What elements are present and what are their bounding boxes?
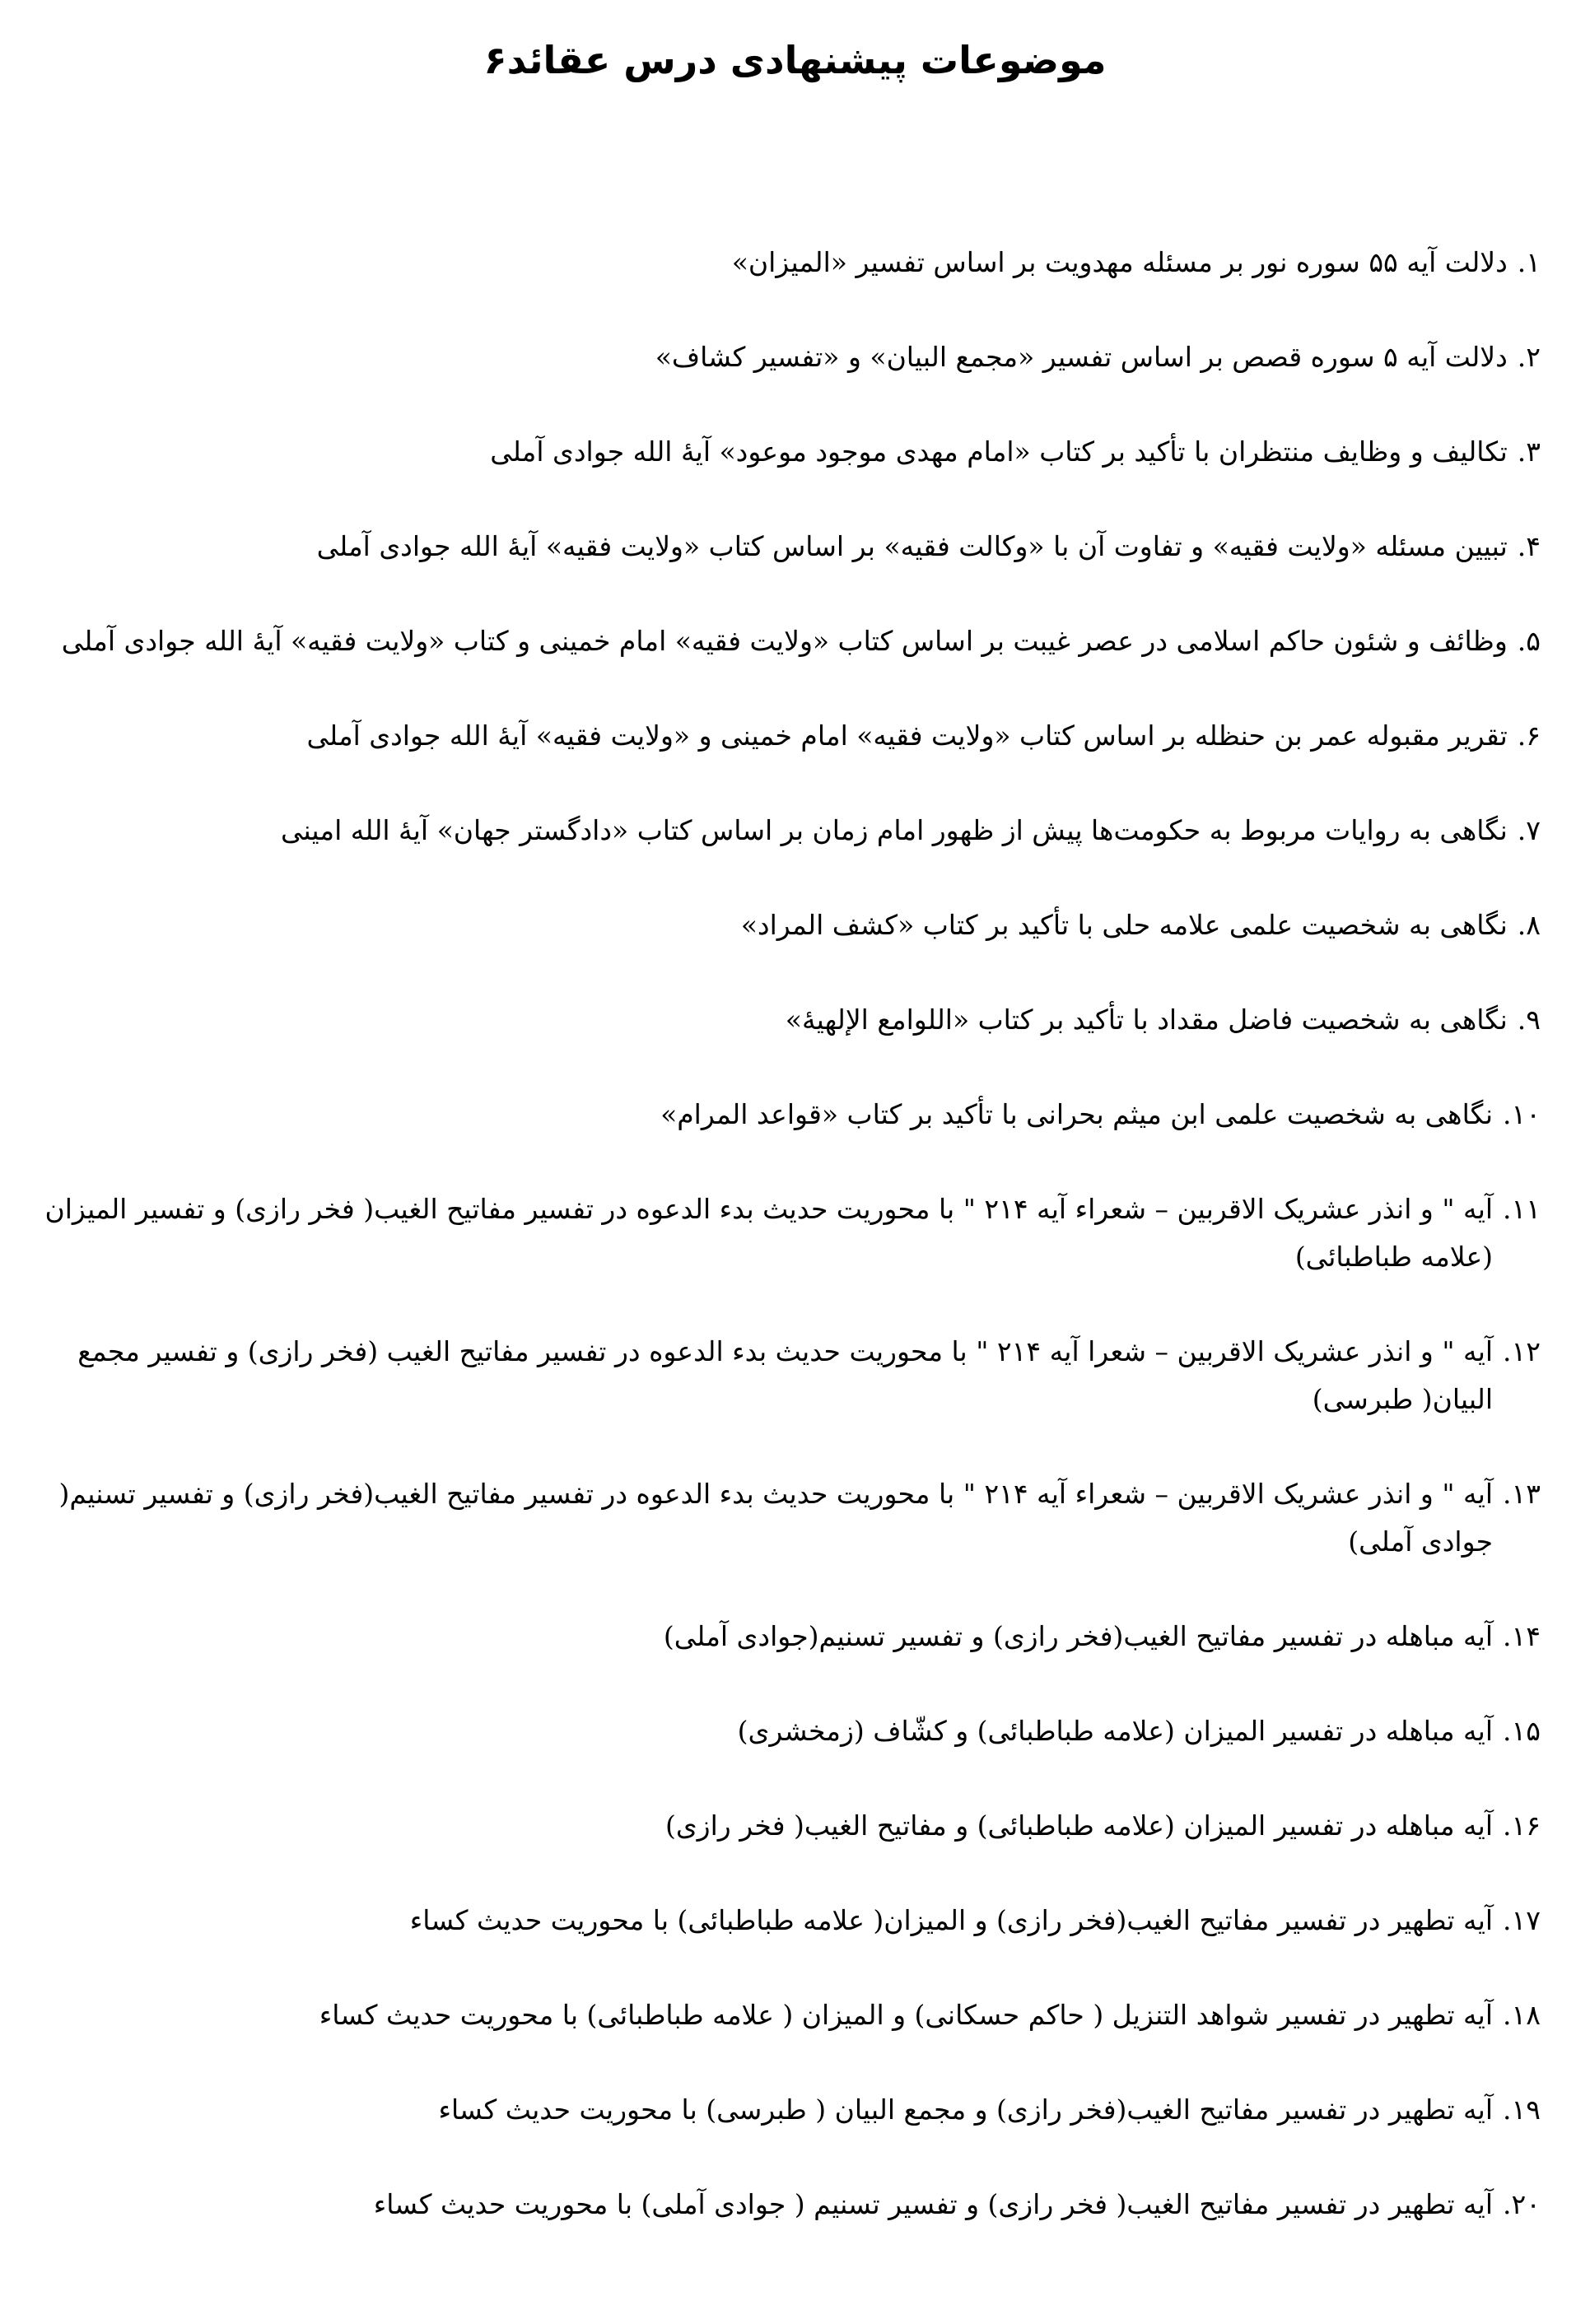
list-item	[17, 2086, 1541, 2134]
item-text: آیه تطهیر در تفسیر شواهد التنزیل ( حاکم حسکانی) و المیزان ( علامه طباطبائی) با محوریت حدیث کساء	[319, 1999, 1494, 2031]
item-number: ۱۹.	[1503, 2093, 1541, 2126]
item-text: آیه تطهیر در تفسیر مفاتیح الغیب(فخر رازی) و مجمع البیان ( طبرسی) با محوریت حدیث کساء	[438, 2093, 1494, 2126]
item-number: ۱۲.	[1503, 1335, 1541, 1367]
item-text: آیه مباهله در تفسیر مفاتیح الغیب(فخر رازی) و تفسیر تسنیم(جوادی آملی)	[663, 1620, 1494, 1652]
list-item	[17, 1991, 1541, 2039]
list-item	[17, 1328, 1541, 1423]
item-number: ۱.	[1517, 246, 1541, 278]
list-item	[17, 1802, 1541, 1850]
item-number: ۱۵.	[1503, 1715, 1541, 1747]
list-item	[17, 996, 1541, 1044]
item-text: نگاهی به شخصیت علمی علامه حلی با تأکید بر کتاب «کشف المراد»	[740, 909, 1508, 941]
list-item	[17, 1613, 1541, 1660]
list-item	[17, 1897, 1541, 1944]
item-number: ۳.	[1517, 435, 1541, 468]
item-number: ۴.	[1517, 530, 1541, 562]
item-number: ۷.	[1517, 814, 1541, 846]
item-number: ۲.	[1517, 341, 1541, 373]
item-text: نگاهی به روایات مربوط به حکومت‌ها پیش از ظهور امام زمان بر اساس کتاب «دادگستر جهان» آیۀ الله امینی	[280, 814, 1508, 846]
item-number: ۱۷.	[1503, 1904, 1541, 1936]
list-item	[17, 1091, 1541, 1139]
item-text: آیه مباهله در تفسیر المیزان (علامه طباطبائی) و مفاتیح الغیب( فخر رازی)	[664, 1809, 1494, 1842]
item-text: آیه تطهیر در تفسیر مفاتیح الغیب(فخر رازی) و المیزان( علامه طباطبائی) با محوریت حدیث کساء	[409, 1904, 1494, 1936]
item-text: تقریر مقبوله عمر بن حنظله بر اساس کتاب «ولایت فقیه» امام خمینی و «ولایت فقیه» آیۀ الله جوادی آملی	[306, 720, 1508, 752]
list-item	[17, 617, 1541, 665]
list-item	[17, 333, 1541, 381]
item-number: ۵.	[1517, 625, 1541, 657]
item-number: ۱۳.	[1503, 1478, 1541, 1510]
item-number: ۶.	[1517, 720, 1541, 752]
item-number: ۸.	[1517, 909, 1541, 941]
item-text: نگاهی به شخصیت فاضل مقداد با تأکید بر کتاب «اللوامع الإلهیۀ»	[785, 1004, 1508, 1036]
item-number: ۲۰.	[1503, 2188, 1541, 2220]
topic-list	[17, 239, 1541, 2275]
list-item	[17, 712, 1541, 760]
list-item	[17, 807, 1541, 855]
item-text: وظائف و شئون حاکم اسلامی در عصر غیبت بر اساس کتاب «ولایت فقیه» امام خمینی و کتاب «ولایت فقیه» آیۀ الله جوادی آملی	[61, 625, 1508, 657]
list-item	[17, 428, 1541, 476]
page-title: موضوعات پیشنهادی درس عقائد۶	[483, 38, 1107, 82]
item-text: آیه " و انذر عشریک الاقربین – شعراء آیه ۲۱۴ " با محوریت حدیث بدء الدعوه در تفسیر مفاتیح الغیب(فخر رازی) و تفسیر تسنیم( جوادی آملی)	[58, 1478, 1494, 1558]
item-number: ۱۴.	[1503, 1620, 1541, 1652]
item-text: دلالت آیه ۵۵ سوره نور بر مسئله مهدویت بر اساس تفسیر «المیزان»	[731, 246, 1508, 278]
list-item	[17, 523, 1541, 571]
list-item	[17, 1470, 1541, 1566]
item-text: آیه تطهیر در تفسیر مفاتیح الغیب( فخر رازی) و تفسیر تسنیم ( جوادی آملی) با محوریت حدیث کساء	[373, 2188, 1494, 2220]
item-text: نگاهی به شخصیت علمی ابن میثم بحرانی با تأکید بر کتاب «قواعد المرام»	[660, 1098, 1494, 1130]
item-text: آیه " و انذر عشریک الاقربین – شعرا آیه ۲۱۴ " با محوریت حدیث بدء الدعوه در تفسیر مفاتیح الغیب (فخر رازی) و تفسیر مجمع البیان( طبرسی)	[77, 1335, 1494, 1415]
item-text: تبیین مسئله «ولایت فقیه» و تفاوت آن با «وکالت فقیه» بر اساس کتاب «ولایت فقیه» آیۀ الله جوادی آملی	[316, 530, 1508, 562]
list-item	[17, 1185, 1541, 1281]
item-number: ۱۰.	[1503, 1098, 1541, 1130]
item-number: ۱۱.	[1503, 1193, 1541, 1225]
item-text: آیه " و انذر عشریک الاقربین – شعراء آیه ۲۱۴ " با محوریت حدیث بدء الدعوه در تفسیر مفاتیح الغیب( فخر رازی) و تفسیر المیزان (علامه طباطبائی)	[44, 1193, 1494, 1273]
item-text: آیه مباهله در تفسیر المیزان (علامه طباطبائی) و کشّاف (زمخشری)	[737, 1715, 1494, 1747]
item-text: تکالیف و وظایف منتظران با تأکید بر کتاب «امام مهدی موجود موعود» آیۀ الله جوادی آملی	[490, 435, 1508, 468]
list-item	[17, 901, 1541, 949]
list-item	[17, 239, 1541, 286]
item-number: ۹.	[1517, 1004, 1541, 1036]
list-item	[17, 1707, 1541, 1755]
list-item	[17, 2181, 1541, 2229]
item-number: ۱۸.	[1503, 1999, 1541, 2031]
item-text: دلالت آیه ۵ سوره قصص بر اساس تفسیر «مجمع البیان» و «تفسیر کشاف»	[655, 341, 1508, 373]
item-number: ۱۶.	[1503, 1809, 1541, 1842]
